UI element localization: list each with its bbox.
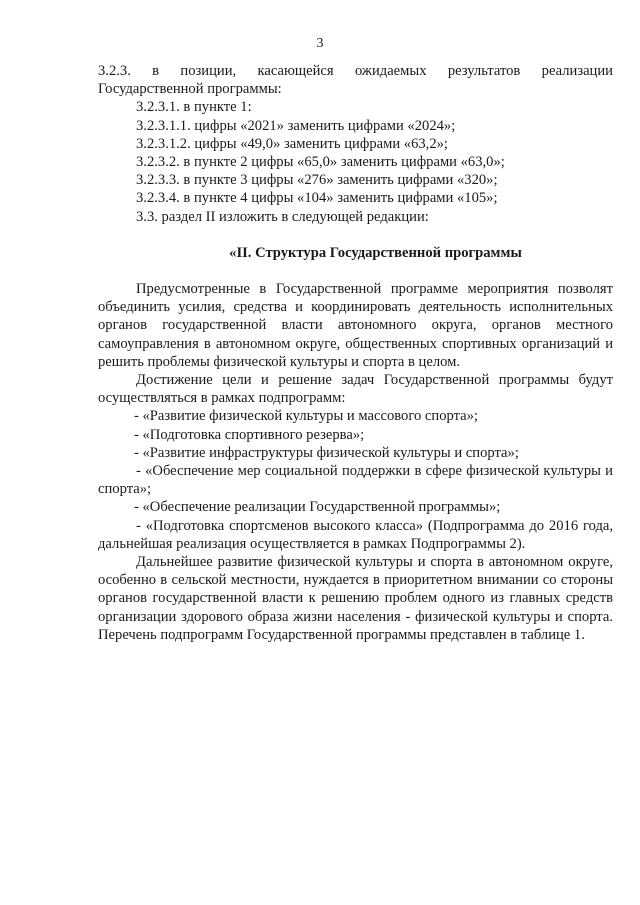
page-number: 3: [316, 36, 324, 51]
amendment-3-2-3-1-2: 3.2.3.1.2. цифры «49,0» заменить цифрами «63,2»;: [136, 135, 448, 152]
amendment-3-2-3-1: 3.2.3.1. в пункте 1:: [136, 99, 252, 116]
amendment-3-2-3-line2: Государственной программы:: [98, 81, 282, 98]
subprogram-item: - «Подготовка спортивного резерва»;: [134, 426, 365, 443]
paragraph-measures: Предусмотренные в Государственной программе мероприятия позволят объединить усилия, средства и координировать деятельность исполнительных органов государственной власти автономного округа, органов местного самоуправления в автономном округе, общественных спортивных организаций и решить проблемы физической культуры и спорта в целом.: [98, 281, 613, 370]
amendment-3-3: 3.3. раздел II изложить в следующей редакции:: [136, 208, 429, 225]
subprogram-item: - «Подготовка спортсменов высокого класса» (Подпрограмма до 2016 года, дальнейшая реализация осуществляется в рамках Подпрограммы 2).: [98, 517, 613, 552]
subprogram-item: - «Обеспечение реализации Государственной программы»;: [134, 499, 501, 516]
section-heading: «II. Структура Государственной программы: [229, 244, 522, 261]
amendment-3-2-3-2: 3.2.3.2. в пункте 2 цифры «65,0» заменить цифрами «63,0»;: [136, 154, 505, 171]
document-body: [98, 62, 613, 644]
paragraph-subprograms-intro: Достижение цели и решение задач Государственной программы будут осуществляться в рамках подпрограмм:: [98, 372, 613, 407]
subprogram-item: - «Развитие физической культуры и массового спорта»;: [134, 408, 478, 425]
subprogram-item: - «Обеспечение мер социальной поддержки в сфере физической культуры и спорта»;: [98, 463, 613, 498]
amendment-3-2-3-3: 3.2.3.3. в пункте 3 цифры «276» заменить цифрами «320»;: [136, 172, 498, 189]
subprogram-item: - «Развитие инфраструктуры физической культуры и спорта»;: [134, 444, 519, 461]
paragraph-development: Дальнейшее развитие физической культуры и спорта в автономном округе, особенно в сельской местности, нуждается в приоритетном внимании со стороны органов государственной власти к решению проблем одного из главных средств организации здорового образа жизни населения - физической культуры и спорта. Перечень подпрограмм Государственной программы представлен в таблице 1.: [98, 554, 613, 643]
amendment-3-2-3-4: 3.2.3.4. в пункте 4 цифры «104» заменить цифрами «105»;: [136, 190, 498, 207]
amendment-3-2-3-1-1: 3.2.3.1.1. цифры «2021» заменить цифрами «2024»;: [136, 117, 456, 134]
amendment-3-2-3-line1: 3.2.3. в позиции, касающейся ожидаемых результатов реализации: [98, 63, 613, 79]
